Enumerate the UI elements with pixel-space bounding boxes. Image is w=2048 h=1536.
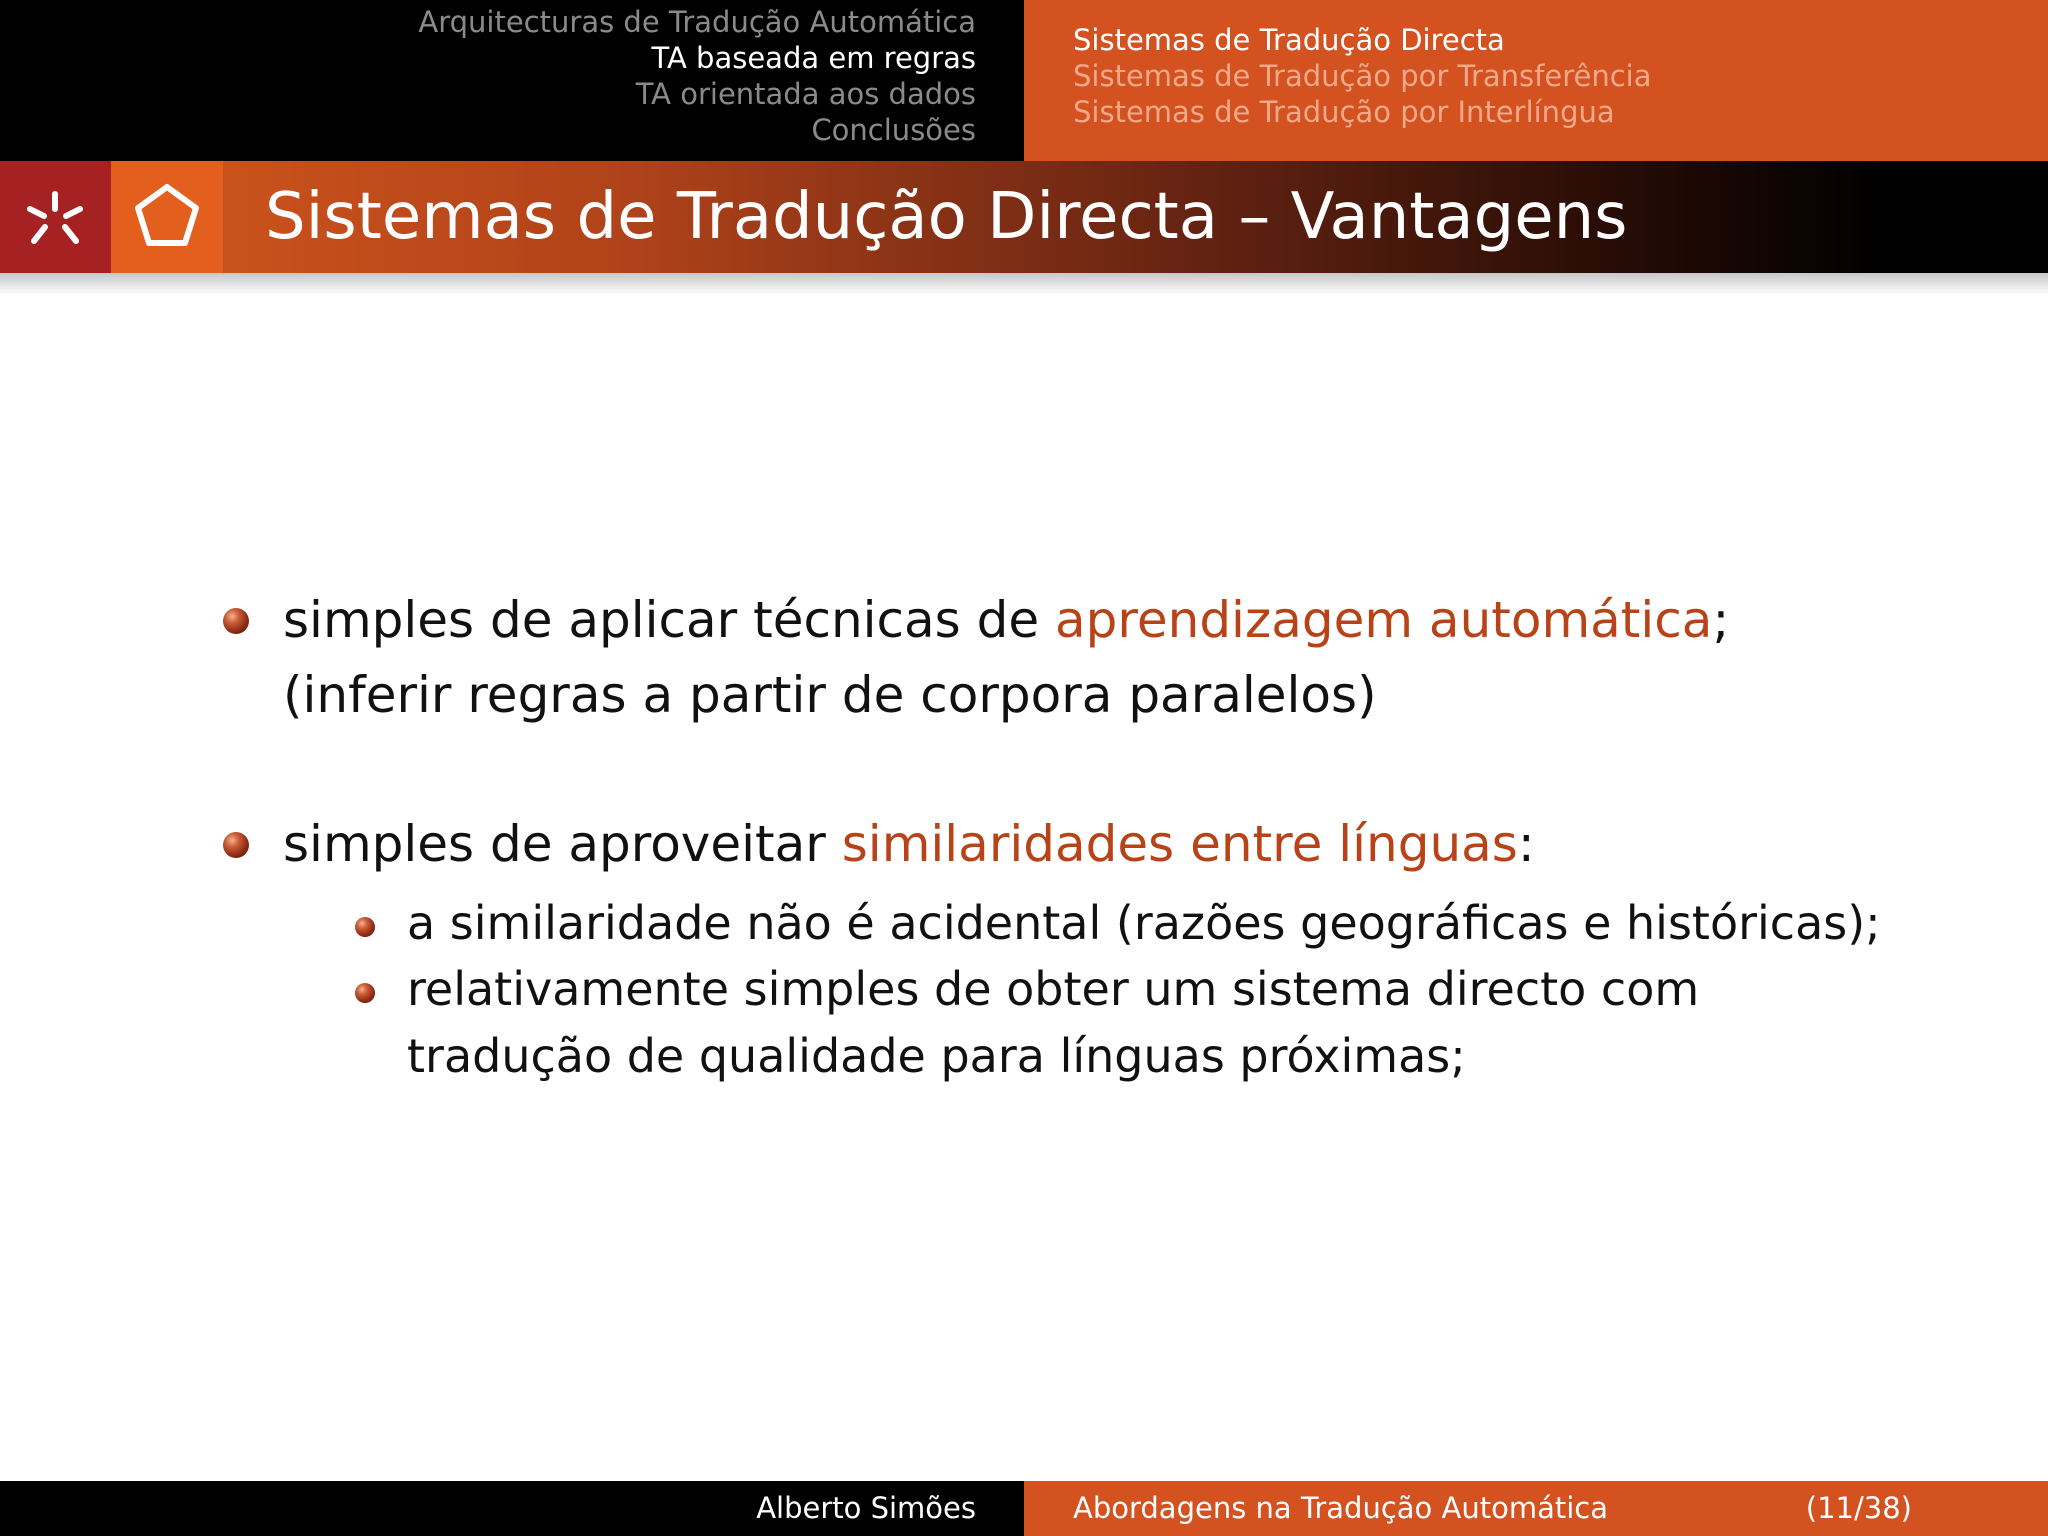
footer-page-number: (11/38) xyxy=(1805,1491,1912,1525)
nav-section-architectures[interactable]: Arquitecturas de Tradução Automática xyxy=(418,5,976,39)
nav-subsection-transfer[interactable]: Sistemas de Tradução por Transferência xyxy=(1073,59,1652,93)
section-navigation xyxy=(0,0,1024,161)
footer-left xyxy=(0,1481,1024,1536)
footer-presentation-title: Abordagens na Tradução Automática xyxy=(1073,1491,1609,1525)
bullet-punctuation: ; xyxy=(1712,591,1730,649)
nav-section-conclusions[interactable]: Conclusões xyxy=(811,113,976,147)
university-logo-icon xyxy=(0,161,111,273)
bullet-text: simples de aplicar técnicas de xyxy=(283,591,1056,649)
nav-subsection-direct[interactable]: Sistemas de Tradução Directa xyxy=(1073,23,1505,57)
bullet-item-machine-learning xyxy=(283,590,1729,650)
title-bar xyxy=(0,161,2048,273)
bullet-icon xyxy=(223,832,249,858)
title-shadow xyxy=(0,273,2048,295)
highlight-language-similarity: similaridades entre línguas xyxy=(841,815,1518,873)
sub-bullet-item-not-accidental: a similaridade não é acidental (razões geográficas e históricas); xyxy=(407,896,1881,950)
nav-subsection-interlingua[interactable]: Sistemas de Tradução por Interlíngua xyxy=(1073,95,1615,129)
pentagon-logo-icon xyxy=(111,161,223,273)
bullet-icon xyxy=(223,608,249,634)
sub-bullet-icon xyxy=(355,917,375,937)
sub-bullet-icon xyxy=(355,983,375,1003)
highlight-machine-learning: aprendizagem automática xyxy=(1055,591,1713,649)
bullet-punctuation: : xyxy=(1517,815,1535,873)
subsection-navigation xyxy=(1024,0,2048,161)
bullet-item-continuation: (inferir regras a partir de corpora paralelos) xyxy=(283,666,1377,724)
nav-section-rule-based[interactable]: TA baseada em regras xyxy=(651,41,976,75)
footer-author: Alberto Simões xyxy=(756,1491,976,1525)
slide-title: Sistemas de Tradução Directa – Vantagens xyxy=(265,180,1628,254)
footer-right xyxy=(1024,1481,2048,1536)
nav-section-data-driven[interactable]: TA orientada aos dados xyxy=(635,77,976,111)
bullet-item-language-similarity xyxy=(283,814,1535,874)
sub-bullet-item-continuation: tradução de qualidade para línguas próximas; xyxy=(407,1029,1466,1083)
sub-bullet-item-direct-system: relativamente simples de obter um sistema directo com xyxy=(407,962,1700,1016)
bullet-text: simples de aproveitar xyxy=(283,815,842,873)
